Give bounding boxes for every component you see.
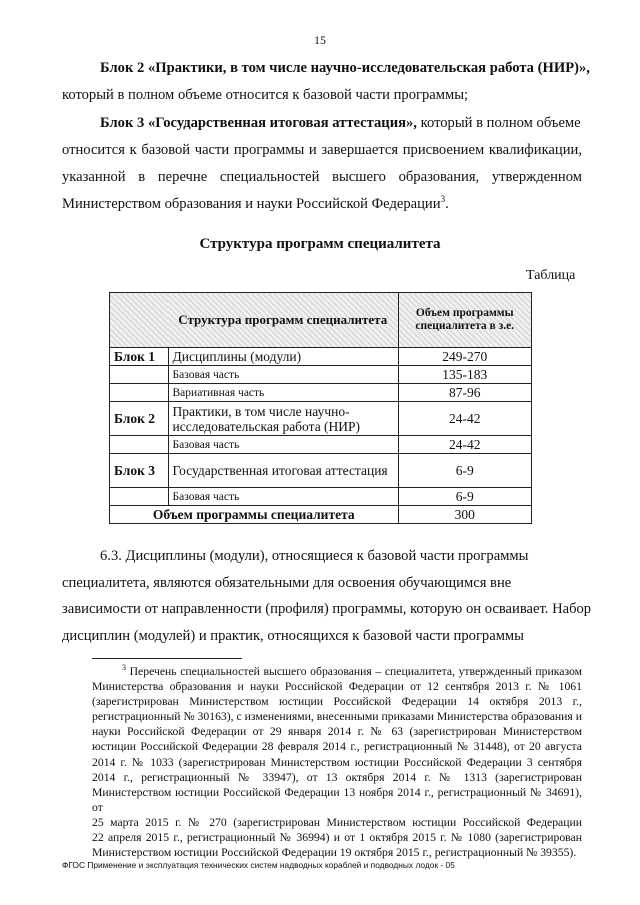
name-cell: Государственная итоговая аттестация — [168, 454, 398, 488]
value-cell: 6-9 — [398, 454, 532, 488]
name-cell: Вариативная часть — [168, 384, 398, 402]
block-cell: Блок 1 — [110, 348, 169, 366]
section-6-3-paragraph — [62, 543, 592, 649]
block3-line3: указанной в перечне специальностей высшего образования, утвержденном — [62, 169, 582, 185]
footnote-line: науки Российской Федерации от 29 января 2014 г. № 63 (зарегистрирован Министерством — [92, 725, 582, 739]
header-structure: Структура программ специалитета — [168, 293, 398, 348]
table-title: Структура программ специалитета — [199, 236, 441, 252]
block3-line2: относится к базовой части программы и завершается присвоением квалификации, — [62, 142, 582, 158]
block-cell: Блок 3 — [110, 454, 169, 488]
value-cell: 24-42 — [398, 436, 532, 454]
block-cell — [110, 384, 169, 402]
total-value: 300 — [398, 506, 532, 524]
p63-line2: специалитета, являются обязательными для освоения обучающимся вне — [62, 574, 512, 591]
block3-line4-end: . — [445, 196, 449, 212]
p63-line4: дисциплин (модулей) и практик, относящихся к базовой части программы — [62, 627, 524, 644]
footnote-line: 22 апреля 2015 г., регистрационный № 36994) и от 1 октября 2015 г. № 1080 (зарегистрирован — [92, 831, 582, 845]
block3-line1 — [62, 110, 582, 137]
footnote-mark: 3 — [122, 663, 126, 673]
name-cell: Базовая часть — [168, 488, 398, 506]
footnote-line: Министерства образования и науки Российской Федерации от 12 сентября 2013 г. № 1061 — [92, 680, 582, 694]
block-cell — [110, 436, 169, 454]
footnote-line: регистрационный № 30163), с изменениями, внесенными приказами Министерства образования и — [92, 710, 582, 724]
value-cell: 135-183 — [398, 366, 532, 384]
value-cell: 6-9 — [398, 488, 532, 506]
footnote-divider — [92, 658, 242, 659]
block-cell — [110, 366, 169, 384]
footnote-line: юстиции Российской Федерации 28 февраля 2014 г., регистрационный № 31448), от 20 августа — [92, 740, 582, 754]
footnote-line: Министерством юстиции Российской Федерации 13 ноября 2014 г., регистрационный № 34691), от — [92, 785, 582, 814]
value-cell: 249-270 — [398, 348, 532, 366]
header-volume: Объем программы специалитета в з.е. — [398, 293, 532, 348]
footnote-reference[interactable]: 3 — [440, 194, 446, 205]
page-footer: ФГОС Применение и эксплуатация технических систем надводных кораблей и подводных лодок - 05 — [62, 860, 455, 870]
table-row — [110, 366, 532, 384]
footnote — [92, 664, 582, 860]
table-row — [110, 348, 532, 366]
value-cell: 24-42 — [398, 402, 532, 436]
table-label: Таблица — [526, 268, 576, 283]
table-row — [110, 402, 532, 436]
table-row — [110, 488, 532, 506]
table-row — [110, 384, 532, 402]
p63-line3: зависимости от направленности (профиля) программы, которую он осваивает. Набор — [62, 601, 592, 617]
footnote-line-text: Перечень специальностей высшего образования – специалитета, утвержденный приказом — [129, 665, 583, 678]
header-spacer — [110, 293, 169, 348]
name-cell: Дисциплины (модули) — [168, 348, 398, 366]
total-label: Объем программы специалитета — [110, 506, 399, 524]
block3-line4 — [62, 191, 582, 218]
footnote-line — [92, 664, 582, 679]
p63-line1: 6.3. Дисциплины (модули), относящиеся к базовой части программы — [100, 548, 529, 564]
block3-line1-rest: который в полном объеме — [420, 115, 581, 131]
table-header-row — [110, 293, 532, 348]
name-cell: Базовая часть — [168, 436, 398, 454]
block3-paragraph — [62, 110, 582, 218]
footnote-line: Министерством юстиции Российской Федерации 19 октября 2015 г., регистрационный № 39355). — [92, 846, 577, 860]
block-cell: Блок 2 — [110, 402, 169, 436]
block2-paragraph — [62, 55, 590, 109]
specialty-structure-table — [109, 292, 532, 524]
block2-line2: который в полном объеме относится к базовой части программы; — [62, 87, 469, 103]
footnote-line: 2014 г., регистрационный № 33947), от 13 октября 2014 г. № 1313 (зарегистрирован — [92, 770, 582, 784]
value-cell: 87-96 — [398, 384, 532, 402]
name-cell: Практики, в том числе научно-исследовательская работа (НИР) — [168, 402, 398, 436]
table-row — [110, 436, 532, 454]
block-cell — [110, 488, 169, 506]
footnote-line: 2014 г. № 1033 (зарегистрирован Министерством юстиции Российской Федерации 3 сентября — [92, 755, 582, 769]
block3-lead: Блок 3 «Государственная итоговая аттестация», — [100, 115, 417, 131]
name-cell: Базовая часть — [168, 366, 398, 384]
table-row — [110, 454, 532, 488]
block2-lead: Блок 2 «Практики, в том числе научно-исследовательская работа (НИР)», — [100, 60, 590, 76]
table-total-row — [110, 506, 532, 524]
footnote-line: (зарегистрирован Министерством юстиции Российской Федерации 14 октября 2013 г., — [92, 695, 582, 709]
footnote-line: 25 марта 2015 г. № 270 (зарегистрирован Министерством юстиции Российской Федерации — [92, 815, 582, 829]
block2-line1 — [62, 55, 590, 82]
block3-line4-text: Министерством образования и науки Российской Федерации — [62, 196, 441, 212]
page-number: 15 — [314, 33, 326, 47]
